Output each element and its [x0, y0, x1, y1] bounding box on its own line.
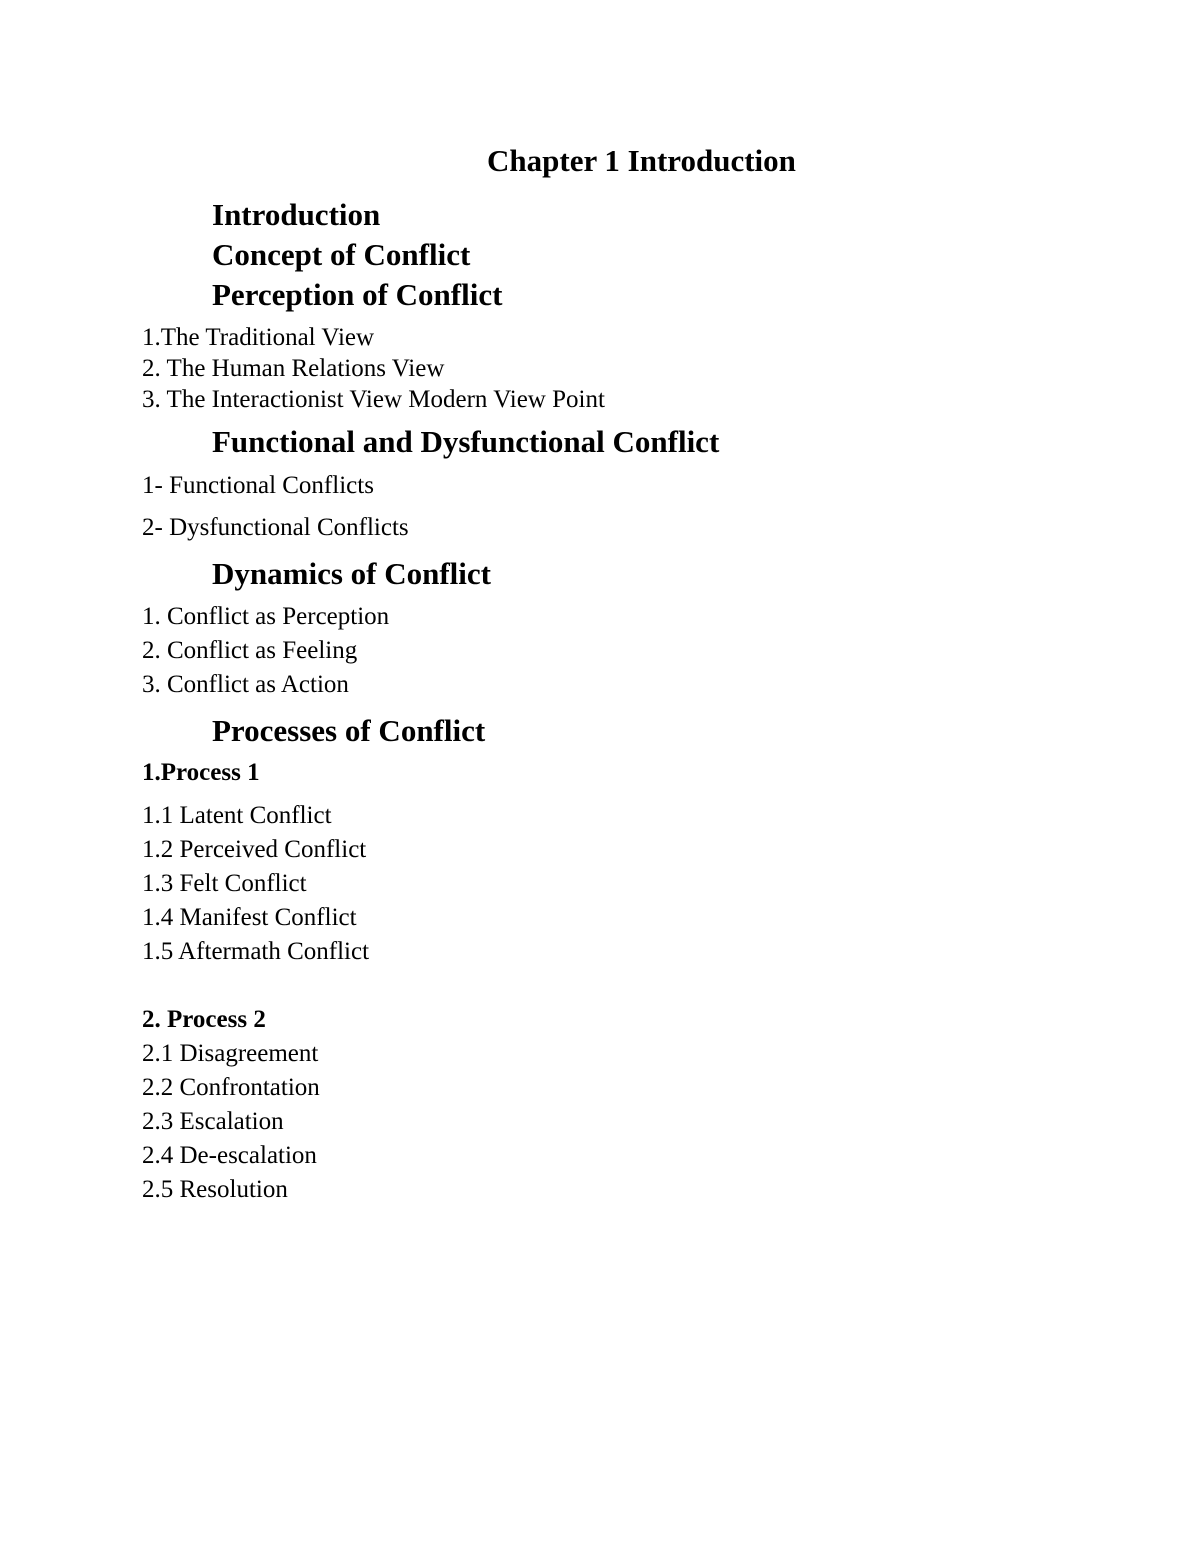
- list-item: 2.4 De-escalation: [142, 1142, 317, 1169]
- list-item: 1.5 Aftermath Conflict: [142, 938, 370, 965]
- process-1-heading: 1.Process 1: [142, 759, 260, 786]
- list-item: 2. The Human Relations View: [142, 355, 445, 382]
- list-item: 3. The Interactionist View Modern View Point: [142, 386, 605, 413]
- list-item: 2- Dysfunctional Conflicts: [142, 514, 409, 541]
- list-item: 2. Conflict as Feeling: [142, 637, 358, 664]
- list-item: 1- Functional Conflicts: [142, 472, 374, 499]
- chapter-title: Chapter 1 Introduction: [487, 143, 796, 178]
- process-2-heading: 2. Process 2: [142, 1006, 266, 1033]
- list-item: 1.2 Perceived Conflict: [142, 836, 367, 863]
- list-item: 2.2 Confrontation: [142, 1074, 320, 1101]
- list-item: 1.The Traditional View: [142, 324, 375, 351]
- list-item: 2.5 Resolution: [142, 1176, 288, 1203]
- list-item: 1.1 Latent Conflict: [142, 802, 332, 829]
- list-item: 2.1 Disagreement: [142, 1040, 319, 1067]
- section-title: Perception of Conflict: [212, 277, 503, 312]
- section-title: Introduction: [212, 197, 381, 232]
- list-item: 1.3 Felt Conflict: [142, 870, 307, 897]
- list-item: 1. Conflict as Perception: [142, 603, 390, 630]
- section-title: Concept of Conflict: [212, 237, 471, 272]
- section-title: Processes of Conflict: [212, 713, 486, 748]
- list-item: 2.3 Escalation: [142, 1108, 284, 1135]
- section-title: Dynamics of Conflict: [212, 556, 491, 591]
- section-title: Functional and Dysfunctional Conflict: [212, 424, 720, 459]
- list-item: 3. Conflict as Action: [142, 671, 349, 698]
- list-item: 1.4 Manifest Conflict: [142, 904, 357, 931]
